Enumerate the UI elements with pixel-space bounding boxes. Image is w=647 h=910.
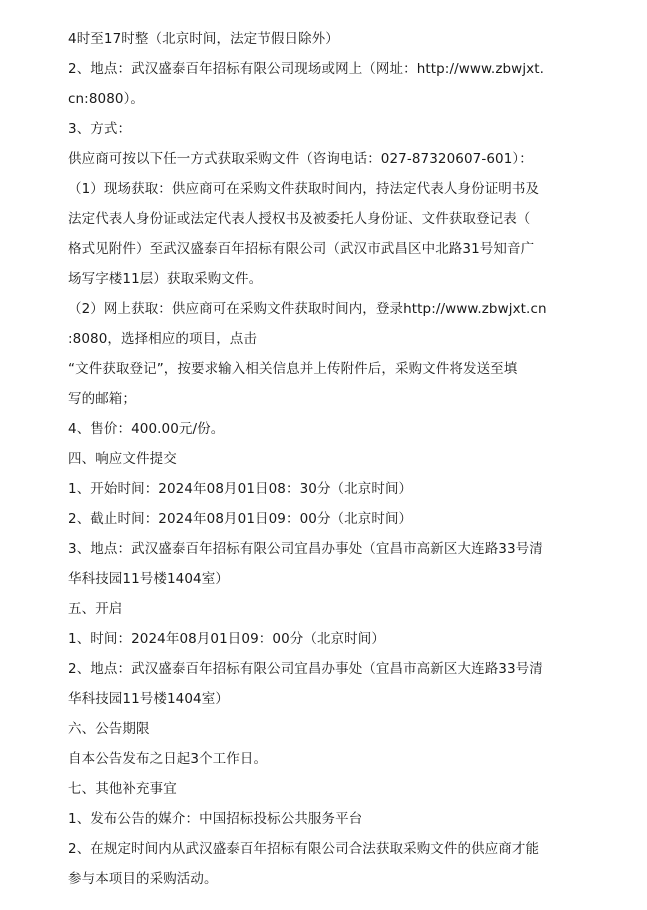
document-body — [68, 24, 608, 894]
text-line: 1、发布公告的媒介：中国招标投标公共服务平台 — [68, 811, 363, 827]
text-line: 自本公告发布之日起3个工作日。 — [68, 751, 268, 767]
text-line: 参与本项目的采购活动。 — [68, 871, 218, 887]
text-line: 华科技园11号楼1404室） — [68, 571, 229, 587]
text-line: 华科技园11号楼1404室） — [68, 691, 229, 707]
text-line: 2、截止时间：2024年08月01日09：00分（北京时间） — [68, 511, 413, 527]
text-line: （2）网上获取：供应商可在采购文件获取时间内，登录http://www.zbwjxt.cn — [68, 301, 547, 317]
section-heading: 七、其他补充事宜 — [68, 781, 177, 797]
text-line: 写的邮箱； — [68, 391, 136, 407]
text-line: 供应商可按以下任一方式获取采购文件（咨询电话：027-87320607-601）： — [68, 151, 533, 167]
text-line: 2、在规定时间内从武汉盛泰百年招标有限公司合法获取采购文件的供应商才能 — [68, 841, 540, 857]
text-line: cn:8080）。 — [68, 91, 145, 107]
text-line: 1、开始时间：2024年08月01日08：30分（北京时间） — [68, 481, 413, 497]
section-heading: 3、方式： — [68, 121, 132, 137]
text-line: 4时至17时整（北京时间，法定节假日除外） — [68, 31, 339, 47]
text-line: 场写字楼11层）获取采购文件。 — [68, 271, 263, 287]
text-line: 格式见附件）至武汉盛泰百年招标有限公司（武汉市武昌区中北路31号知音广 — [68, 241, 535, 257]
text-line: 3、地点：武汉盛泰百年招标有限公司宜昌办事处（宜昌市高新区大连路33号清 — [68, 541, 543, 557]
section-heading: 五、开启 — [68, 601, 123, 617]
section-heading: 六、公告期限 — [68, 721, 150, 737]
text-line: 1、时间：2024年08月01日09：00分（北京时间） — [68, 631, 385, 647]
text-line: “文件获取登记”，按要求输入相关信息并上传附件后，采购文件将发送至填 — [68, 361, 518, 377]
text-line: 2、地点：武汉盛泰百年招标有限公司现场或网上（网址：http://www.zbwjxt. — [68, 61, 545, 77]
text-line: 4、售价：400.00元/份。 — [68, 421, 225, 437]
text-line: 法定代表人身份证或法定代表人授权书及被委托人身份证、文件获取登记表（ — [68, 211, 531, 227]
text-line: :8080，选择相应的项目，点击 — [68, 331, 258, 347]
section-heading: 四、响应文件提交 — [68, 451, 177, 467]
text-line: 2、地点：武汉盛泰百年招标有限公司宜昌办事处（宜昌市高新区大连路33号清 — [68, 661, 543, 677]
text-line: （1）现场获取：供应商可在采购文件获取时间内，持法定代表人身份证明书及 — [68, 181, 540, 197]
